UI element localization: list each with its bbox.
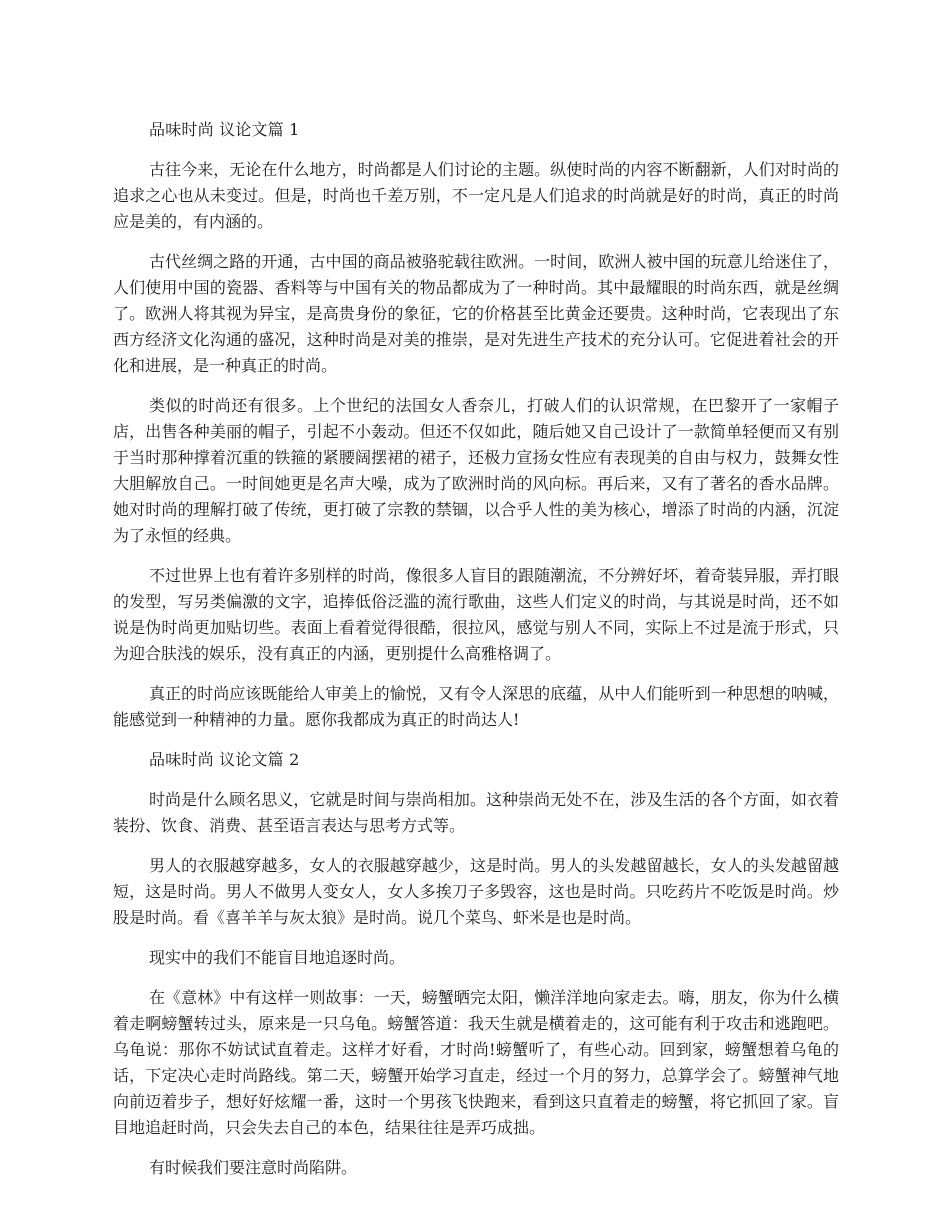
paragraph: 有时候我们要注意时尚陷阱。	[149, 1158, 358, 1177]
document-body	[113, 117, 839, 1195]
section-title-2: 品味时尚 议论文篇 2	[149, 750, 300, 769]
paragraph: 不过世界上也有着许多别样的时尚，像很多人盲目的跟随潮流，不分辨好坏，着奇装异服，弄打眼的发型，写另类偏激的文字，追捧低俗泛滥的流行歌曲，这些人们定义的时尚，与其说是时尚，还不如说是伪时尚更加贴切些。表面上看着觉得很酷，很拉风，感觉与别人不同，实际上不过是流于形式，只为迎合肤浅的娱乐，没有真正的内涵，更别提什么高雅格调了。	[113, 566, 839, 663]
paragraph: 现实中的我们不能盲目地追逐时尚。	[149, 948, 406, 967]
paragraph: 男人的衣服越穿越多，女人的衣服越穿越少，这是时尚。男人的头发越留越长，女人的头发越留越短，这是时尚。男人不做男人变女人，女人多挨刀子多毁容，这也是时尚。只吃药片不吃饭是时尚。炒股是时尚。看《喜羊羊与灰太狼》是时尚。说几个菜鸟、虾米是也是时尚。	[113, 856, 839, 927]
paragraph: 在《意林》中有这样一则故事：一天，螃蟹晒完太阳，懒洋洋地向家走去。嗨，朋友，你为什么横着走啊螃蟹转过头，原来是一只乌龟。螃蟹答道：我天生就是横着走的，这可能有利于攻击和逃跑吧。乌龟说：那你不妨试试直着走。这样才好看，才时尚!螃蟹听了，有些心动。回到家，螃蟹想着乌龟的话，下定决心走时尚路线。第二天，螃蟹开始学习直走，经过一个月的努力，总算学会了。螃蟹神气地向前迈着步子，想好好炫耀一番，这时一个男孩飞快跑来，看到这只直着走的螃蟹，将它抓回了家。盲目地追赶时尚，只会失去自己的本色，结果往往是弄巧成拙。	[113, 988, 839, 1137]
paragraph: 真正的时尚应该既能给人审美上的愉悦，又有令人深思的底蕴，从中人们能听到一种思想的呐喊，能感觉到一种精神的力量。愿你我都成为真正的时尚达人!	[113, 684, 839, 729]
paragraph: 类似的时尚还有很多。上个世纪的法国女人香奈儿，打破人们的认识常规，在巴黎开了一家帽子店，出售各种美丽的帽子，引起不小轰动。但还不仅如此，随后她又自己设计了一款简单轻便而又有别于当时那种撑着沉重的铁箍的紧腰阔摆裙的裙子，还极力宣扬女性应有表现美的自由与权力，鼓舞女性大胆解放自己。一时间她更是名声大噪，成为了欧洲时尚的风向标。再后来，又有了著名的香水品牌。她对时尚的理解打破了传统，更打破了宗教的禁锢，以合乎人性的美为核心，增添了时尚的内涵，沉淀为了永恒的经典。	[113, 396, 839, 545]
paragraph: 时尚是什么顾名思义，它就是时间与崇尚相加。这种崇尚无处不在，涉及生活的各个方面，如衣着装扮、饮食、消费、甚至语言表达与思考方式等。	[113, 790, 839, 835]
paragraph: 古往今来，无论在什么地方，时尚都是人们讨论的主题。纵使时尚的内容不断翻新，人们对时尚的追求之心也从未变过。但是，时尚也千差万别，不一定凡是人们追求的时尚就是好的时尚，真正的时尚应是美的，有内涵的。	[113, 160, 839, 231]
paragraph: 古代丝绸之路的开通，古中国的商品被骆驼载往欧洲。一时间，欧洲人被中国的玩意儿给迷住了，人们使用中国的瓷器、香料等与中国有关的物品都成为了一种时尚。其中最耀眼的时尚东西，就是丝绸了。欧洲人将其视为异宝，是高贵身份的象征，它的价格甚至比黄金还要贵。这种时尚，它表现出了东西方经济文化沟通的盛况，这种时尚是对美的推崇，是对先进生产技术的充分认可。它促进着社会的开化和进展，是一种真正的时尚。	[113, 252, 839, 375]
section-title-1: 品味时尚 议论文篇 1	[149, 120, 300, 139]
